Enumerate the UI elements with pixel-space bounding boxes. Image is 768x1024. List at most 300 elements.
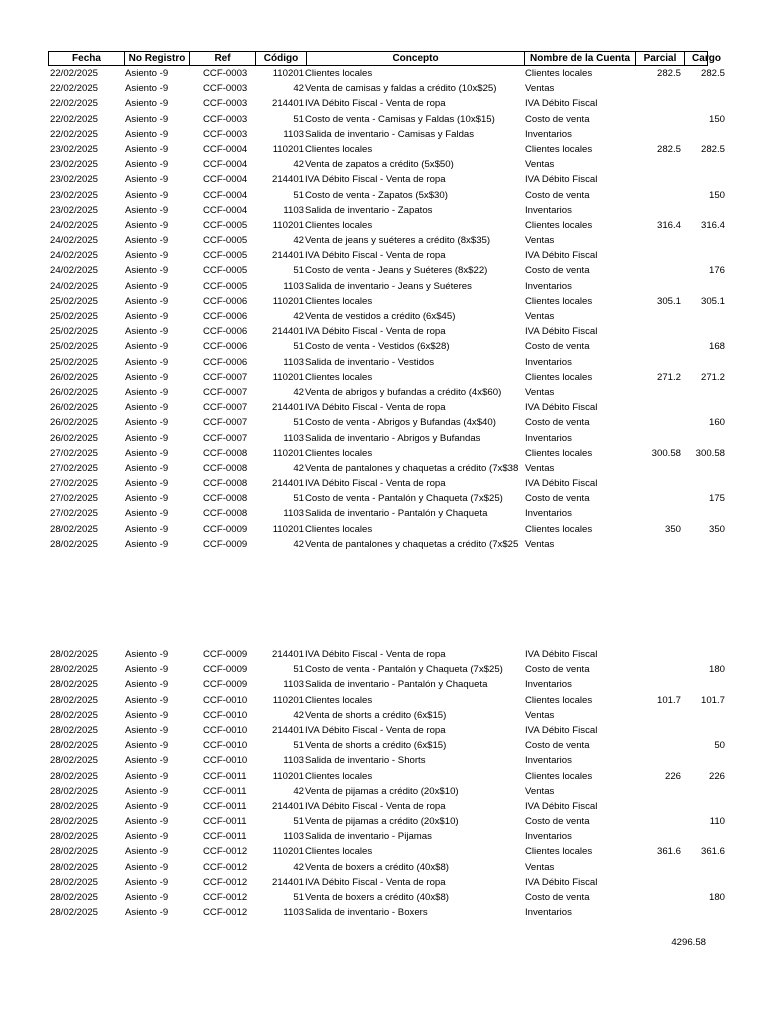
registro-cell: Asiento -9 (125, 417, 169, 429)
cargo-cell (683, 784, 727, 799)
header-no-registro: No Registro (124, 52, 189, 65)
registro-cell: Asiento -9 (125, 280, 169, 292)
header-ref: Ref (189, 52, 255, 65)
ref-cell: CCF-0008 (203, 493, 248, 505)
cuenta-cell: Inventarios (525, 508, 572, 520)
cuenta-cell: IVA Débito Fiscal (525, 98, 598, 110)
header-codigo: Código (255, 52, 306, 65)
table-row (48, 142, 725, 157)
cuenta-cell: Ventas (525, 709, 555, 721)
cargo-cell (683, 708, 727, 723)
cargo-cell: 180 (708, 892, 725, 903)
cargo-cell: 50 (714, 740, 725, 752)
parcial-cell (634, 491, 683, 506)
registro-cell: Asiento -9 (125, 724, 169, 736)
codigo-cell: 1103 (283, 356, 304, 368)
parcial-cell (634, 662, 683, 677)
table-row (48, 81, 708, 96)
codigo-cell: 110201 (272, 523, 304, 535)
fecha-cell: 28/02/2025 (50, 831, 99, 843)
registro-cell: Asiento -9 (125, 386, 169, 398)
table-row (48, 647, 708, 662)
concepto-cell: Salida de inventario - Vestidos (305, 356, 435, 368)
concepto-cell: Clientes locales (305, 295, 373, 307)
codigo-cell: 110201 (272, 694, 304, 706)
parcial-cell (634, 431, 683, 446)
concepto-cell: Salida de inventario - Pijamas (305, 831, 432, 843)
parcial-cell (634, 860, 683, 875)
table-row (48, 324, 708, 339)
cuenta-cell: Costo de venta (525, 341, 590, 353)
concepto-cell: Clientes locales (305, 846, 373, 858)
cuenta-cell: Costo de venta (525, 664, 590, 676)
table-header (48, 51, 721, 66)
table-row (48, 370, 725, 385)
registro-cell: Asiento -9 (125, 265, 169, 277)
fecha-cell: 22/02/2025 (50, 98, 99, 110)
parcial-cell (634, 753, 683, 768)
registro-cell: Asiento -9 (125, 816, 169, 828)
fecha-cell: 28/02/2025 (50, 523, 99, 535)
registro-cell: Asiento -9 (125, 861, 169, 873)
cargo-cell: 305.1 (700, 295, 725, 307)
table-row (48, 844, 725, 859)
cuenta-cell: Ventas (525, 83, 555, 95)
concepto-cell: Venta de boxers a crédito (40x$8) (305, 892, 449, 903)
ref-cell: CCF-0006 (203, 341, 248, 353)
table-row (48, 814, 725, 829)
table-row (48, 506, 708, 521)
concepto-cell: IVA Débito Fiscal - Venta de ropa (305, 876, 446, 888)
ref-cell: CCF-0004 (203, 189, 248, 201)
cuenta-cell: Costo de venta (525, 189, 590, 201)
cuenta-cell: Inventarios (525, 356, 572, 368)
cuenta-cell: Costo de venta (525, 493, 590, 505)
registro-cell: Asiento -9 (125, 68, 169, 79)
registro-cell: Asiento -9 (125, 311, 169, 322)
concepto-cell: Clientes locales (305, 770, 373, 782)
cargo-cell (683, 172, 727, 187)
registro-cell: Asiento -9 (125, 128, 169, 140)
parcial-cell (634, 506, 683, 521)
parcial-cell (634, 677, 683, 692)
cargo-cell (683, 905, 727, 920)
table-row (48, 875, 708, 890)
parcial-cell: 282.5 (656, 68, 681, 79)
registro-cell: Asiento -9 (125, 113, 169, 125)
cargo-cell (683, 647, 727, 662)
fecha-cell: 28/02/2025 (50, 709, 99, 721)
table-row (48, 96, 708, 111)
cargo-cell: 282.5 (700, 68, 725, 79)
parcial-cell (634, 708, 683, 723)
cargo-cell (683, 461, 727, 476)
fecha-cell: 24/02/2025 (50, 265, 99, 277)
fecha-cell: 28/02/2025 (50, 876, 99, 888)
fecha-cell: 22/02/2025 (50, 128, 99, 140)
concepto-cell: IVA Débito Fiscal - Venta de ropa (305, 724, 446, 736)
codigo-cell: 42 (293, 386, 304, 398)
cuenta-cell: Inventarios (525, 280, 572, 292)
cargo-cell (683, 677, 727, 692)
parcial-cell (634, 415, 683, 430)
fecha-cell: 22/02/2025 (50, 113, 99, 125)
codigo-cell: 1103 (283, 755, 304, 767)
codigo-cell: 51 (293, 740, 304, 752)
registro-cell: Asiento -9 (125, 159, 169, 171)
table-row (48, 157, 708, 172)
ref-cell: CCF-0003 (203, 68, 248, 79)
cuenta-cell: Clientes locales (525, 846, 593, 858)
header-concepto: Concepto (306, 52, 524, 65)
table-row (48, 784, 708, 799)
parcial-cell (634, 461, 683, 476)
parcial-cell: 300.58 (651, 447, 681, 459)
registro-cell: Asiento -9 (125, 326, 169, 338)
cargo-cell: 168 (708, 341, 725, 353)
parcial-cell: 316.4 (656, 219, 681, 231)
cuenta-cell: Costo de venta (525, 816, 590, 828)
cargo-cell (683, 829, 727, 844)
table-row (48, 400, 708, 415)
codigo-cell: 42 (293, 462, 304, 474)
ref-cell: CCF-0006 (203, 326, 248, 338)
fecha-cell: 25/02/2025 (50, 356, 99, 368)
fecha-cell: 28/02/2025 (50, 907, 99, 919)
cargo-cell: 150 (708, 113, 725, 125)
parcial-cell: 350 (664, 523, 681, 535)
registro-cell: Asiento -9 (125, 785, 169, 797)
fecha-cell: 28/02/2025 (50, 679, 99, 691)
parcial-cell (634, 476, 683, 491)
concepto-cell: Salida de inventario - Pantalón y Chaqueta (305, 508, 488, 520)
table-row (48, 294, 725, 309)
cargo-cell: 300.58 (695, 447, 725, 459)
fecha-cell: 26/02/2025 (50, 402, 99, 414)
cuenta-cell: Inventarios (525, 755, 572, 767)
ref-cell: CCF-0010 (203, 709, 248, 721)
parcial-cell: 226 (664, 770, 681, 782)
ref-cell: CCF-0012 (203, 892, 248, 903)
concepto-cell: Venta de shorts a crédito (6x$15) (305, 740, 447, 752)
cargo-cell (683, 476, 727, 491)
table-row (48, 708, 708, 723)
ref-cell: CCF-0010 (203, 694, 248, 706)
registro-cell: Asiento -9 (125, 892, 169, 903)
concepto-cell: Salida de inventario - Camisas y Faldas (305, 128, 475, 140)
fecha-cell: 27/02/2025 (50, 462, 99, 474)
cuenta-cell: Costo de venta (525, 265, 590, 277)
parcial-cell (634, 233, 683, 248)
parcial-cell (634, 647, 683, 662)
cargo-cell: 176 (708, 265, 725, 277)
cuenta-cell: Costo de venta (525, 740, 590, 752)
fecha-cell: 28/02/2025 (50, 649, 99, 660)
parcial-cell (634, 324, 683, 339)
cuenta-cell: Clientes locales (525, 523, 593, 535)
fecha-cell: 24/02/2025 (50, 280, 99, 292)
table-row (48, 203, 708, 218)
parcial-cell (634, 248, 683, 263)
ref-cell: CCF-0010 (203, 755, 248, 767)
table-row (48, 309, 708, 324)
cuenta-cell: IVA Débito Fiscal (525, 326, 598, 338)
concepto-cell: Costo de venta - Zapatos (5x$30) (305, 189, 448, 201)
fecha-cell: 28/02/2025 (50, 694, 99, 706)
codigo-cell: 51 (293, 892, 304, 903)
concepto-cell: Venta de camisas y faldas a crédito (10x$25) (305, 83, 497, 95)
ref-cell: CCF-0007 (203, 386, 248, 398)
registro-cell: Asiento -9 (125, 447, 169, 459)
fecha-cell: 22/02/2025 (50, 83, 99, 95)
ref-cell: CCF-0005 (203, 235, 248, 247)
codigo-cell: 110201 (272, 219, 304, 231)
table-row (48, 890, 725, 905)
cuenta-cell: IVA Débito Fiscal (525, 402, 598, 414)
table-row (48, 188, 725, 203)
table-row (48, 860, 708, 875)
fecha-cell: 26/02/2025 (50, 371, 99, 383)
registro-cell: Asiento -9 (125, 538, 169, 550)
table-row (48, 431, 708, 446)
cuenta-cell: Costo de venta (525, 892, 590, 903)
parcial-cell (634, 537, 683, 552)
cuenta-cell: Clientes locales (525, 447, 593, 459)
cuenta-cell: Ventas (525, 235, 555, 247)
journal-continuation (48, 647, 725, 920)
cuenta-cell: Clientes locales (525, 770, 593, 782)
codigo-cell: 214401 (271, 326, 304, 338)
concepto-cell: IVA Débito Fiscal - Venta de ropa (305, 800, 446, 812)
fecha-cell: 28/02/2025 (50, 664, 99, 676)
parcial-cell (634, 157, 683, 172)
registro-cell: Asiento -9 (125, 462, 169, 474)
registro-cell: Asiento -9 (125, 709, 169, 721)
table-row (48, 723, 708, 738)
fecha-cell: 28/02/2025 (50, 892, 99, 903)
concepto-cell: IVA Débito Fiscal - Venta de ropa (305, 250, 446, 262)
codigo-cell: 214401 (271, 876, 304, 888)
ref-cell: CCF-0006 (203, 295, 248, 307)
parcial-cell (634, 738, 683, 753)
parcial-cell (634, 309, 683, 324)
cuenta-cell: Clientes locales (525, 68, 593, 79)
codigo-cell: 42 (293, 83, 304, 95)
codigo-cell: 214401 (271, 98, 304, 110)
fecha-cell: 24/02/2025 (50, 219, 99, 231)
concepto-cell: Venta de shorts a crédito (6x$15) (305, 709, 447, 721)
cargo-cell (683, 431, 727, 446)
ref-cell: CCF-0004 (203, 143, 248, 155)
concepto-cell: IVA Débito Fiscal - Venta de ropa (305, 98, 446, 110)
cuenta-cell: IVA Débito Fiscal (525, 174, 598, 186)
fecha-cell: 26/02/2025 (50, 386, 99, 398)
registro-cell: Asiento -9 (125, 831, 169, 843)
table-row (48, 263, 725, 278)
table-row (48, 446, 725, 461)
parcial-cell (634, 784, 683, 799)
cargo-cell (683, 248, 727, 263)
registro-cell: Asiento -9 (125, 204, 169, 216)
concepto-cell: Clientes locales (305, 143, 373, 155)
table-row (48, 385, 708, 400)
cargo-cell: 160 (708, 417, 725, 429)
registro-cell: Asiento -9 (125, 341, 169, 353)
ref-cell: CCF-0008 (203, 462, 248, 474)
table-row (48, 461, 708, 476)
fecha-cell: 28/02/2025 (50, 785, 99, 797)
fecha-cell: 27/02/2025 (50, 447, 99, 459)
cargo-cell: 180 (708, 664, 725, 676)
header-parcial: Parcial (635, 52, 684, 65)
parcial-cell (634, 385, 683, 400)
parcial-cell (634, 112, 683, 127)
registro-cell: Asiento -9 (125, 800, 169, 812)
fecha-cell: 26/02/2025 (50, 417, 99, 429)
journal-rows-bottom (48, 647, 725, 920)
concepto-cell: Venta de zapatos a crédito (5x$50) (305, 159, 454, 171)
cargo-cell (683, 279, 727, 294)
ref-cell: CCF-0011 (203, 831, 247, 843)
cargo-cell (683, 860, 727, 875)
parcial-cell (634, 263, 683, 278)
fecha-cell: 25/02/2025 (50, 311, 99, 322)
cargo-cell (683, 400, 727, 415)
registro-cell: Asiento -9 (125, 679, 169, 691)
concepto-cell: Venta de abrigos y bufandas a crédito (4x$60) (305, 386, 502, 398)
parcial-cell (634, 400, 683, 415)
cargo-cell (683, 723, 727, 738)
ref-cell: CCF-0009 (203, 649, 248, 660)
fecha-cell: 27/02/2025 (50, 493, 99, 505)
parcial-cell: 101.7 (656, 694, 681, 706)
cargo-cell (683, 157, 727, 172)
parcial-cell (634, 96, 683, 111)
cargo-cell (683, 127, 727, 142)
concepto-cell: Venta de pantalones y chaquetas a crédito (7x$25 (305, 538, 519, 550)
codigo-cell: 42 (293, 311, 304, 322)
registro-cell: Asiento -9 (125, 432, 169, 444)
header-fecha: Fecha (72, 53, 101, 64)
codigo-cell: 1103 (283, 831, 304, 843)
cuenta-cell: Costo de venta (525, 113, 590, 125)
fecha-cell: 28/02/2025 (50, 755, 99, 767)
concepto-cell: Salida de inventario - Boxers (305, 907, 428, 919)
codigo-cell: 42 (293, 861, 304, 873)
cargo-cell (683, 506, 727, 521)
concepto-cell: Venta de boxers a crédito (40x$8) (305, 861, 449, 873)
table-row (48, 829, 708, 844)
parcial-cell (634, 799, 683, 814)
codigo-cell: 51 (293, 816, 304, 828)
table-row (48, 233, 708, 248)
table-row (48, 66, 725, 81)
table-row (48, 127, 708, 142)
ref-cell: CCF-0007 (203, 417, 248, 429)
fecha-cell: 23/02/2025 (50, 143, 99, 155)
registro-cell: Asiento -9 (125, 740, 169, 752)
concepto-cell: IVA Débito Fiscal - Venta de ropa (305, 174, 446, 186)
registro-cell: Asiento -9 (125, 493, 169, 505)
fecha-cell: 28/02/2025 (50, 770, 99, 782)
cuenta-cell: IVA Débito Fiscal (525, 478, 598, 490)
codigo-cell: 42 (293, 709, 304, 721)
cuenta-cell: Clientes locales (525, 143, 593, 155)
cargo-cell (683, 355, 727, 370)
concepto-cell: Salida de inventario - Jeans y Suéteres (305, 280, 472, 292)
concepto-cell: IVA Débito Fiscal - Venta de ropa (305, 478, 446, 490)
registro-cell: Asiento -9 (125, 508, 169, 520)
cargo-cell (683, 81, 727, 96)
cargo-cell (683, 324, 727, 339)
codigo-cell: 214401 (271, 649, 304, 660)
cargo-cell (683, 385, 727, 400)
journal-sheet (48, 51, 725, 552)
parcial-cell (634, 355, 683, 370)
registro-cell: Asiento -9 (125, 846, 169, 858)
registro-cell: Asiento -9 (125, 523, 169, 535)
cargo-cell (683, 753, 727, 768)
cuenta-cell: Ventas (525, 311, 555, 322)
cargo-cell: 316.4 (700, 219, 725, 231)
cuenta-cell: Ventas (525, 386, 555, 398)
codigo-cell: 51 (293, 417, 304, 429)
ref-cell: CCF-0010 (203, 724, 248, 736)
codigo-cell: 51 (293, 265, 304, 277)
table-row (48, 753, 708, 768)
ref-cell: CCF-0012 (203, 876, 248, 888)
cuenta-cell: Costo de venta (525, 417, 590, 429)
registro-cell: Asiento -9 (125, 694, 169, 706)
fecha-cell: 24/02/2025 (50, 250, 99, 262)
concepto-cell: Venta de jeans y suéteres a crédito (8x$35) (305, 235, 491, 247)
ref-cell: CCF-0007 (203, 371, 248, 383)
ref-cell: CCF-0012 (203, 861, 248, 873)
concepto-cell: Costo de venta - Abrigos y Bufandas (4x$40) (305, 417, 496, 429)
cuenta-cell: Inventarios (525, 907, 572, 919)
ref-cell: CCF-0009 (203, 523, 248, 535)
concepto-cell: Clientes locales (305, 447, 373, 459)
codigo-cell: 1103 (283, 280, 304, 292)
table-row (48, 738, 725, 753)
ref-cell: CCF-0011 (203, 770, 247, 782)
registro-cell: Asiento -9 (125, 478, 169, 490)
fecha-cell: 23/02/2025 (50, 159, 99, 171)
table-row (48, 355, 708, 370)
cargo-cell: 271.2 (700, 371, 725, 383)
registro-cell: Asiento -9 (125, 356, 169, 368)
fecha-cell: 23/02/2025 (50, 174, 99, 186)
cuenta-cell: IVA Débito Fiscal (525, 724, 598, 736)
codigo-cell: 110201 (272, 295, 304, 307)
cuenta-cell: Clientes locales (525, 219, 593, 231)
fecha-cell: 28/02/2025 (50, 538, 99, 550)
table-row (48, 905, 708, 920)
parcial-cell: 271.2 (656, 371, 681, 383)
ref-cell: CCF-0011 (203, 816, 247, 828)
codigo-cell: 51 (293, 189, 304, 201)
table-row (48, 279, 708, 294)
codigo-cell: 214401 (271, 478, 304, 490)
cuenta-cell: IVA Débito Fiscal (525, 250, 598, 262)
fecha-cell: 26/02/2025 (50, 432, 99, 444)
fecha-cell: 22/02/2025 (50, 68, 99, 79)
cargo-cell (683, 309, 727, 324)
codigo-cell: 1103 (283, 432, 304, 444)
cuenta-cell: Inventarios (525, 831, 572, 843)
cargo-cell: 226 (708, 770, 725, 782)
cargo-cell: 101.7 (700, 694, 725, 706)
